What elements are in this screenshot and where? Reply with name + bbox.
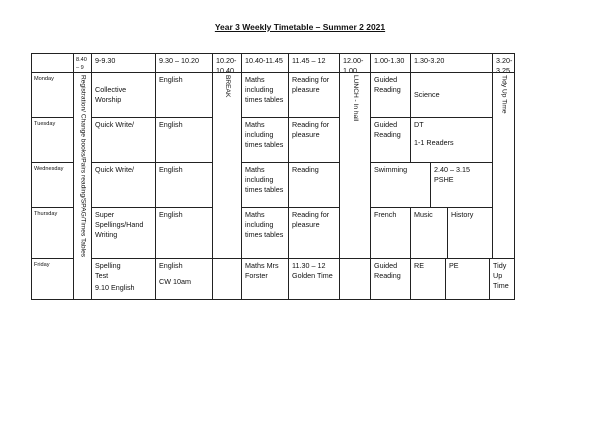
day-tuesday: Tuesday xyxy=(31,117,74,163)
registration-label: Registration/ Change books/Pairs reading/SPAG/Times Tables xyxy=(79,75,87,258)
wednesday-slot-pshe xyxy=(430,162,493,208)
tuesday-slot-1330 xyxy=(410,117,493,163)
thursday-slot-0900: Super Spellings/Hand Writing xyxy=(91,207,156,259)
header-time-1020: 10.20-10.40 xyxy=(212,53,242,73)
friday-slot-1300: Guided Reading xyxy=(370,258,411,300)
day-monday: Monday xyxy=(31,72,74,118)
friday-slot-pe: PE xyxy=(445,258,490,300)
tuesday-slot-1300: Guided Reading xyxy=(370,117,411,163)
header-blank xyxy=(31,53,74,73)
wednesday-slot-0900: Quick Write/ xyxy=(91,162,156,208)
header-time-1300: 1.00-1.30 xyxy=(370,53,411,73)
wednesday-pshe-time: 2.40 – 3.15 xyxy=(434,165,470,174)
day-thursday: Thursday xyxy=(31,207,74,259)
friday-slot-1145: 11.30 – 12 Golden Time xyxy=(288,258,340,300)
thursday-slot-1040: Maths including times tables xyxy=(241,207,289,259)
thursday-slot-0930: English xyxy=(155,207,213,259)
day-wednesday: Wednesday xyxy=(31,162,74,208)
friday-slot-0900 xyxy=(91,258,156,300)
wednesday-slot-0930: English xyxy=(155,162,213,208)
wednesday-pshe-label: PSHE xyxy=(434,175,454,184)
page-title: Year 3 Weekly Timetable – Summer 2 2021 xyxy=(214,22,386,32)
thursday-slot-french: French xyxy=(370,207,411,259)
friday-english-time: 9.10 English xyxy=(95,283,135,292)
thursday-slot-history: History xyxy=(447,207,493,259)
friday-english: English xyxy=(159,261,183,270)
tuesday-readers: 1-1 Readers xyxy=(414,138,454,147)
friday-cw: CW 10am xyxy=(159,277,191,286)
tidy-up-label: Tidy Up Time xyxy=(500,75,508,114)
friday-slot-tidy-up: Tidy Up Time xyxy=(489,258,515,300)
day-friday: Friday xyxy=(31,258,74,300)
friday-slot-break-blank xyxy=(212,258,242,300)
registration-block xyxy=(73,72,92,300)
monday-slot-1330: Science xyxy=(410,72,493,118)
tidy-up-block xyxy=(492,72,515,259)
friday-slot-lunch-blank xyxy=(339,258,371,300)
friday-slot-1040: Maths Mrs Forster xyxy=(241,258,289,300)
break-label: BREAK xyxy=(224,75,231,98)
header-time-1330: 1.30-3.20 xyxy=(410,53,493,73)
header-time-1200: 12.00-1.00 xyxy=(339,53,371,73)
wednesday-slot-swimming: Swimming xyxy=(370,162,431,208)
monday-slot-1040: Maths including times tables xyxy=(241,72,289,118)
tuesday-slot-0900: Quick Write/ xyxy=(91,117,156,163)
wednesday-slot-1145: Reading xyxy=(288,162,340,208)
friday-slot-0930 xyxy=(155,258,213,300)
monday-slot-0930: English xyxy=(155,72,213,118)
friday-spelling-test: Spelling Test xyxy=(95,261,121,280)
wednesday-slot-1040: Maths including times tables xyxy=(241,162,289,208)
tuesday-slot-0930: English xyxy=(155,117,213,163)
monday-slot-1145: Reading for pleasure xyxy=(288,72,340,118)
header-time-1520: 3.20-3.25 xyxy=(492,53,515,73)
monday-slot-0900: Collective Worship xyxy=(91,72,156,118)
header-time-1145: 11.45 – 12 xyxy=(288,53,340,73)
monday-slot-1300: Guided Reading xyxy=(370,72,411,118)
tuesday-slot-1145: Reading for pleasure xyxy=(288,117,340,163)
timetable xyxy=(31,53,515,300)
lunch-label: LUNCH - In hall xyxy=(352,75,359,122)
friday-slot-re: RE xyxy=(410,258,446,300)
thursday-slot-music: Music xyxy=(410,207,448,259)
header-time-0900: 9-9.30 xyxy=(91,53,156,73)
tuesday-slot-1040: Maths including times tables xyxy=(241,117,289,163)
header-time-1040: 10.40-11.45 xyxy=(241,53,289,73)
header-time-0840: 8.40 – 9 xyxy=(73,53,92,73)
header-time-0930: 9.30 – 10.20 xyxy=(155,53,213,73)
tuesday-dt: DT xyxy=(414,120,424,129)
thursday-slot-1145: Reading for pleasure xyxy=(288,207,340,259)
